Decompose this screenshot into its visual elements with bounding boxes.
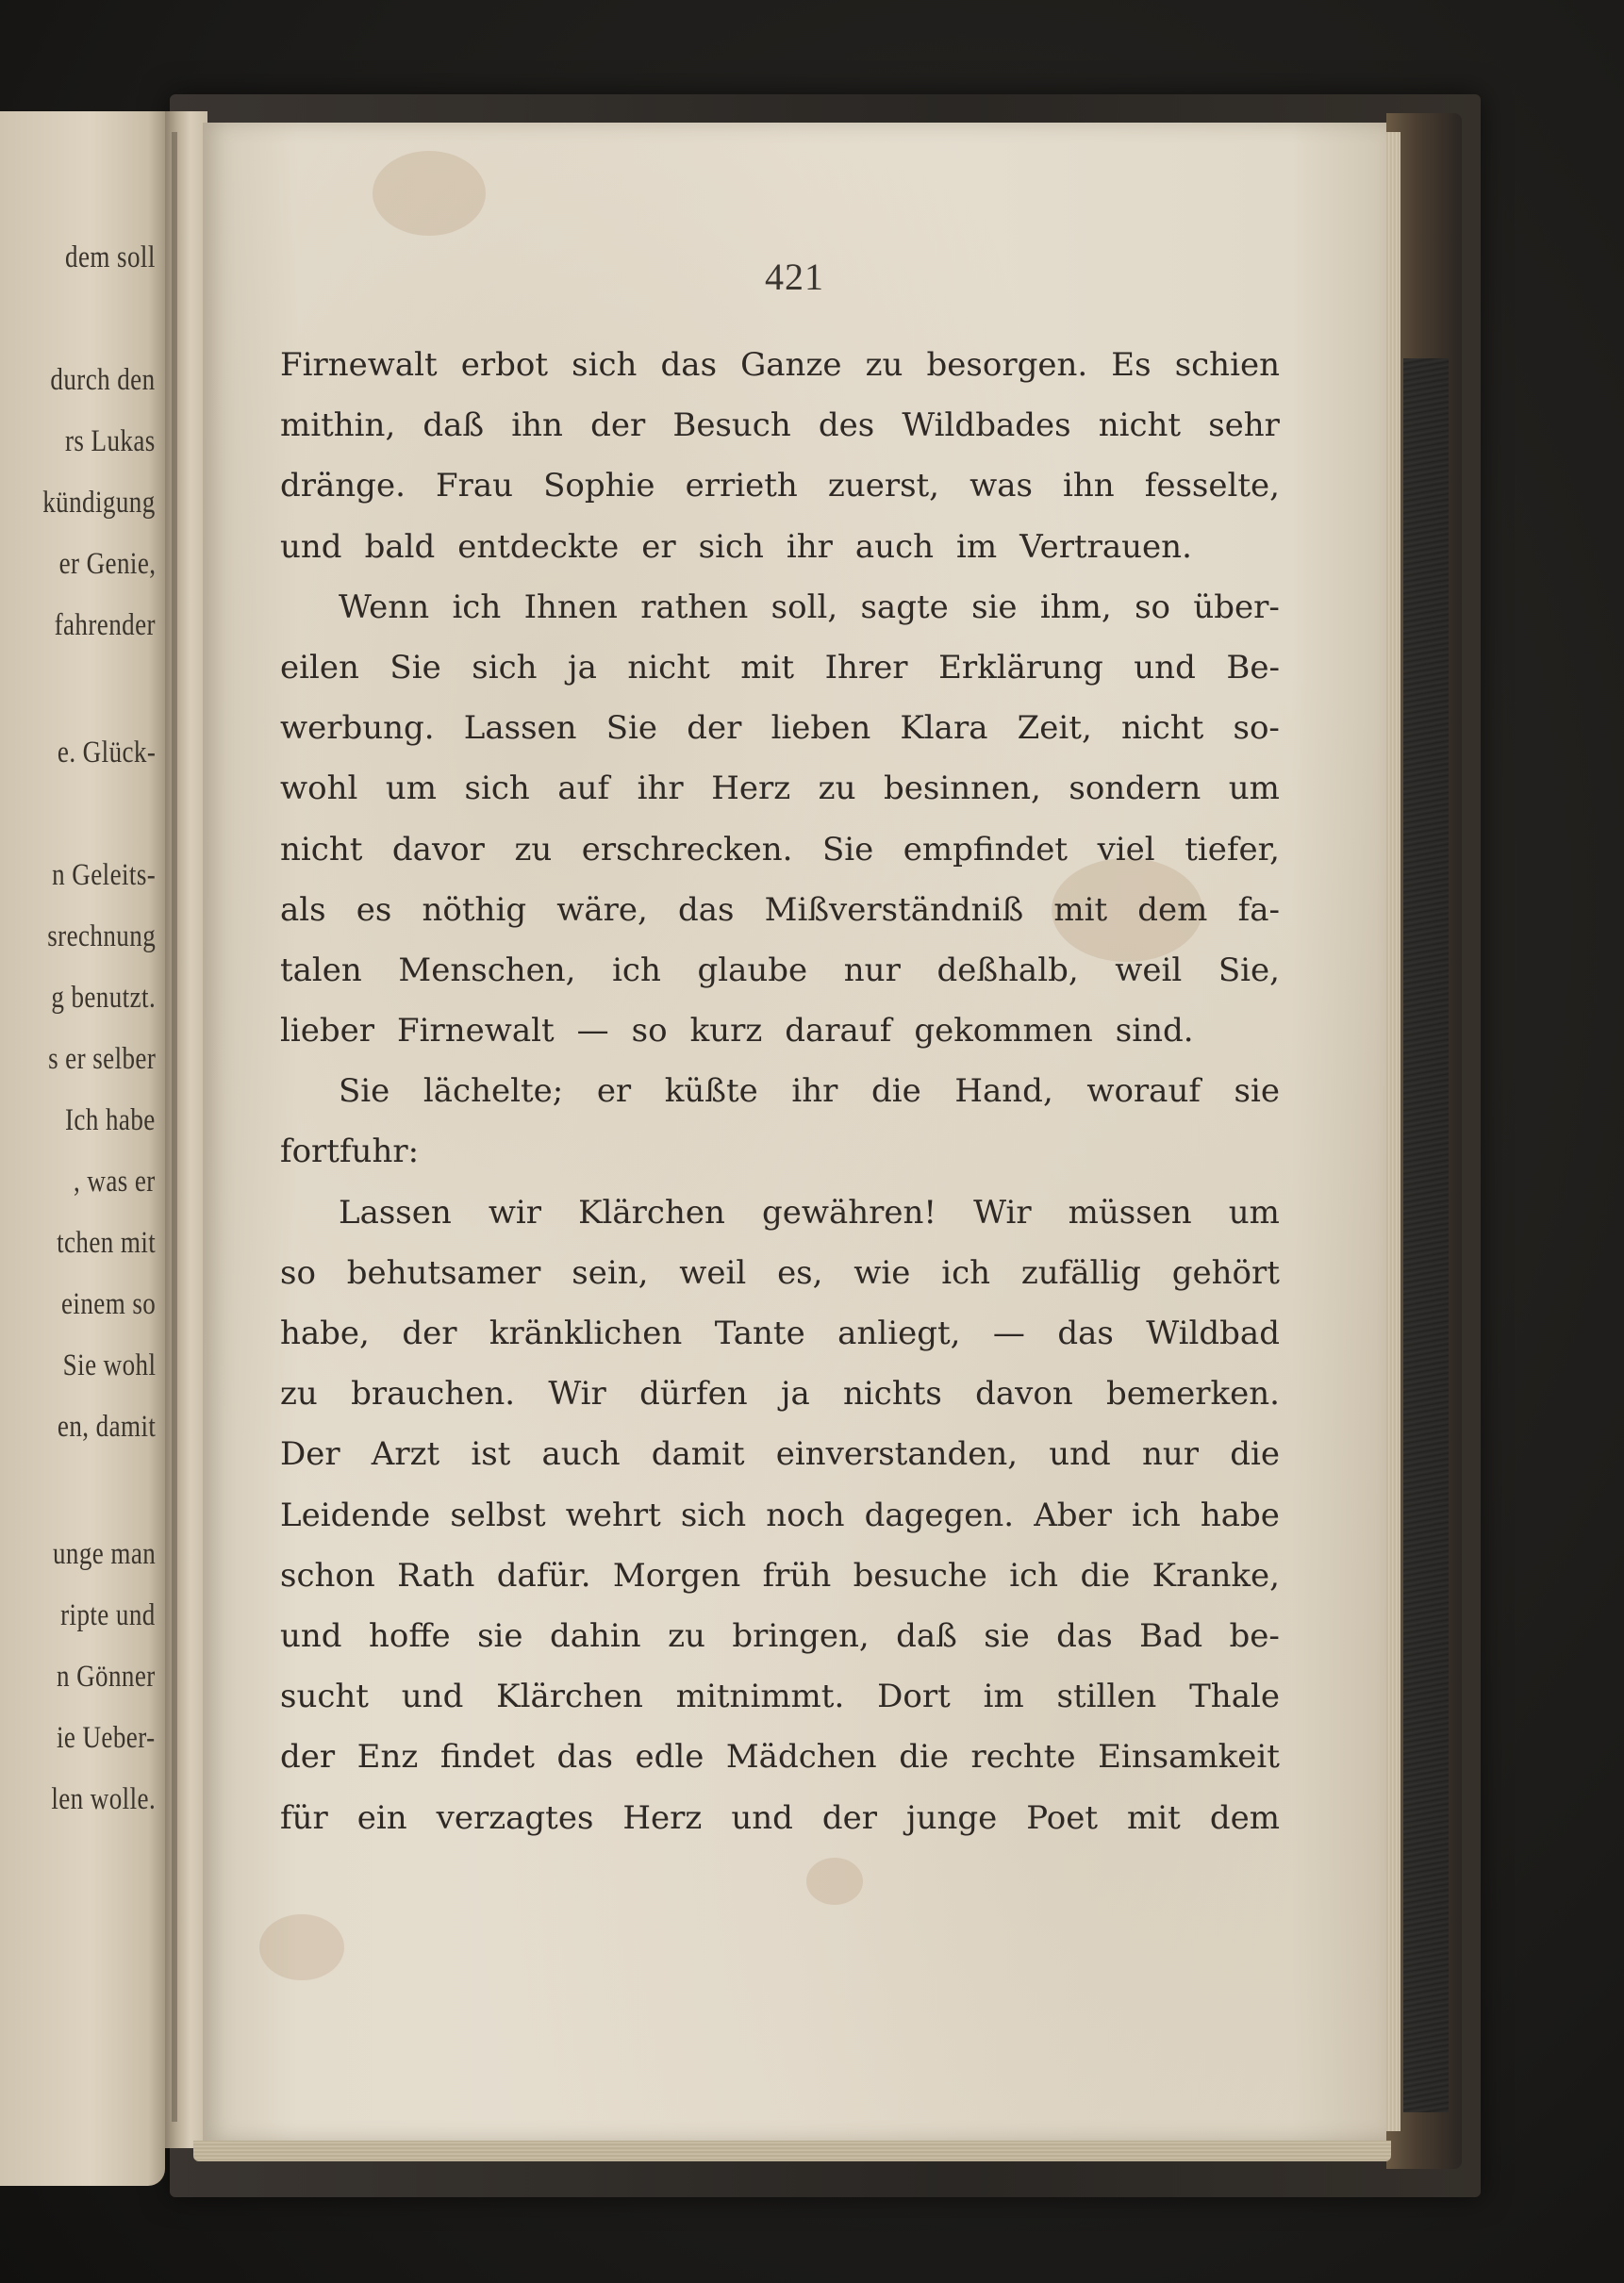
text-line: sucht und Klärchen mitnimmt. Dort im stillen Thale	[280, 1678, 1280, 1716]
facing-page-line: len wolle.	[51, 1782, 156, 1816]
text-line: Wenn ich Ihnen rathen soll, sagte sie ihm, so über-	[339, 587, 1280, 626]
text-line: schon Rath dafür. Morgen früh besuche ich die Kranke,	[280, 1556, 1280, 1595]
facing-page-line: s er selber	[47, 1042, 156, 1076]
facing-page-line: ie Ueber-	[57, 1721, 156, 1755]
facing-page-line: er Genie,	[58, 547, 156, 581]
facing-page-line: en, damit	[57, 1410, 156, 1444]
facing-page-line: n Geleits-	[51, 858, 156, 892]
facing-page-line: kündigung	[42, 486, 156, 520]
text-line: Leidende selbst wehrt sich noch dagegen. Aber ich habe	[280, 1496, 1280, 1534]
facing-page-line: n Gönner	[57, 1660, 156, 1694]
text-line: Firnewalt erbot sich das Ganze zu besorgen. Es schien	[280, 346, 1280, 384]
facing-page-line: tchen mit	[56, 1226, 156, 1260]
facing-page-line: rs Lukas	[65, 424, 156, 458]
text-line: mithin, daß ihn der Besuch des Wildbades nicht sehr	[280, 406, 1280, 445]
facing-page-line: unge man	[52, 1537, 156, 1571]
text-line: werbung. Lassen Sie der lieben Klara Zeit, nicht so-	[280, 709, 1280, 748]
text-line: wohl um sich auf ihr Herz zu besinnen, sondern um	[280, 769, 1280, 808]
page-number: 421	[765, 256, 824, 298]
text-line: und bald entdeckte er sich ihr auch im Vertrauen.	[280, 527, 1192, 566]
text-line: eilen Sie sich ja nicht mit Ihrer Erklärung und Be-	[280, 648, 1280, 687]
foxing-stain	[259, 1914, 344, 1980]
text-line: nicht davor zu erschrecken. Sie empfindet viel tiefer,	[280, 830, 1280, 869]
text-line: als es nöthig wäre, das Mißverständniß mit dem fa-	[280, 890, 1280, 929]
text-line: so behutsamer sein, weil es, wie ich zufällig gehört	[280, 1253, 1280, 1292]
text-line: habe, der kränklichen Tante anliegt, — das Wildbad	[280, 1315, 1280, 1352]
text-line: Lassen wir Klärchen gewähren! Wir müssen um	[339, 1193, 1280, 1232]
text-line: für ein verzagtes Herz und der junge Poet mit dem	[280, 1798, 1280, 1837]
facing-page-line: fahrender	[54, 608, 156, 642]
text-line: dränge. Frau Sophie errieth zuerst, was ihn fesselte,	[280, 467, 1280, 505]
book-cover-cloth	[1403, 358, 1449, 2112]
facing-page-line: ripte und	[60, 1598, 156, 1632]
text-line: und hoffe sie dahin zu bringen, daß sie das Bad be-	[280, 1616, 1280, 1655]
facing-page	[0, 111, 165, 2186]
facing-page-line: Sie wohl	[62, 1348, 156, 1382]
body-text	[280, 335, 1280, 1848]
facing-page-line: e. Glück-	[57, 736, 156, 769]
book-page	[203, 123, 1386, 2141]
page-block-bottom-edge	[193, 2141, 1391, 2161]
facing-page-line: dem soll	[65, 240, 156, 274]
text-line: zu brauchen. Wir dürfen ja nichts davon bemerken.	[280, 1375, 1280, 1414]
text-line: Sie lächelte; er küßte ihr die Hand, worauf sie	[339, 1072, 1280, 1111]
foxing-stain	[806, 1858, 863, 1905]
facing-page-line: , was er	[74, 1165, 156, 1199]
text-line: talen Menschen, ich glaube nur deßhalb, weil Sie,	[280, 951, 1280, 989]
facing-page-line: durch den	[50, 363, 156, 397]
text-line: lieber Firnewalt — so kurz darauf gekommen sind.	[280, 1012, 1194, 1051]
facing-page-line: g benutzt.	[51, 981, 156, 1015]
facing-page-line: srechnung	[47, 919, 156, 953]
text-line: der Enz findet das edle Mädchen die rechte Einsamkeit	[280, 1738, 1280, 1777]
foxing-stain	[373, 151, 486, 236]
facing-page-line: Ich habe	[65, 1103, 156, 1137]
facing-page-line: einem so	[60, 1287, 156, 1321]
binding-stitch	[172, 132, 177, 2122]
text-line: Der Arzt ist auch damit einverstanden, und nur die	[280, 1435, 1280, 1474]
text-line: fortfuhr:	[280, 1133, 420, 1171]
